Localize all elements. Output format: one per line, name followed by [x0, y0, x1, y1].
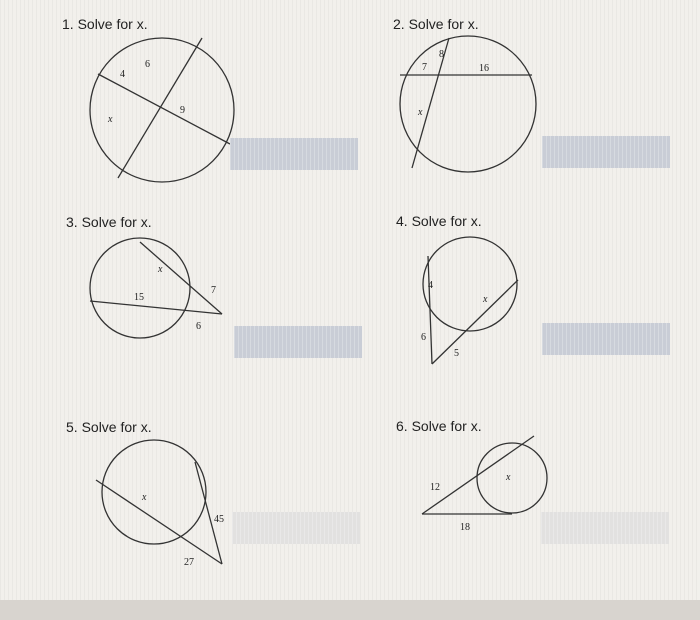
- problem-5-label: 5. Solve for x.: [66, 419, 152, 435]
- problem-5-circle: [102, 440, 206, 544]
- problem-6-secant: [422, 436, 534, 514]
- problem-1-label: 1. Solve for x.: [62, 16, 148, 32]
- problem-5-diagram: [92, 440, 242, 580]
- problem-1-answer-box[interactable]: [230, 138, 358, 170]
- problem-1-label-b: 6: [145, 59, 150, 70]
- problem-5-label-b: 45: [214, 514, 224, 525]
- problem-4-circle: [423, 237, 517, 331]
- table-surface: [0, 600, 700, 620]
- problem-2-diagram: [392, 30, 542, 180]
- problem-5-label-c: 27: [184, 557, 194, 568]
- problem-1-label-a: 4: [120, 69, 125, 80]
- problem-2-label-b: 7: [422, 62, 427, 73]
- problem-5-answer-box[interactable]: [232, 512, 360, 544]
- problem-6-circle: [477, 443, 547, 513]
- problem-4-label: 4. Solve for x.: [396, 213, 482, 229]
- problem-4-label-c: 6: [421, 332, 426, 343]
- problem-3-answer-box[interactable]: [234, 326, 362, 358]
- problem-6-label-b: 12: [430, 482, 440, 493]
- problem-4-label-b: x: [483, 294, 488, 305]
- problem-6-diagram: [420, 432, 555, 542]
- problem-6-label-c: 18: [460, 522, 470, 533]
- problem-3-secant-2: [140, 242, 222, 314]
- problem-6-label: 6. Solve for x.: [396, 418, 482, 434]
- problem-1-chord-2: [98, 74, 230, 144]
- problem-4-answer-box[interactable]: [542, 323, 670, 355]
- problem-2-label-c: 16: [479, 63, 489, 74]
- problem-5-label-a: x: [142, 492, 147, 503]
- problem-1-label-d: x: [108, 114, 113, 125]
- problem-4-diagram: [414, 236, 524, 371]
- problem-2-answer-box[interactable]: [542, 136, 670, 168]
- problem-4-secant: [432, 280, 518, 364]
- problem-3-label-a: x: [158, 264, 163, 275]
- problem-3-label: 3. Solve for x.: [66, 214, 152, 230]
- problem-2-label: 2. Solve for x.: [393, 16, 479, 32]
- problem-3-secant-1: [90, 301, 222, 314]
- problem-1-diagram: [80, 30, 250, 190]
- problem-3-label-b: 15: [134, 292, 144, 303]
- problem-2-label-a: 8: [439, 49, 444, 60]
- problem-4-label-d: 5: [454, 348, 459, 359]
- problem-2-circle: [400, 36, 536, 172]
- problem-6-label-a: x: [506, 472, 511, 483]
- problem-3-label-d: 6: [196, 321, 201, 332]
- problem-4-label-a: 4: [428, 280, 433, 291]
- problem-3-diagram: [88, 238, 233, 348]
- problem-6-answer-box[interactable]: [541, 512, 669, 544]
- problem-3-circle: [90, 238, 190, 338]
- problem-3-label-c: 7: [211, 285, 216, 296]
- problem-1-label-c: 9: [180, 105, 185, 116]
- problem-1-circle: [90, 38, 234, 182]
- problem-1-chord-1: [118, 38, 202, 178]
- problem-2-label-d: x: [418, 107, 423, 118]
